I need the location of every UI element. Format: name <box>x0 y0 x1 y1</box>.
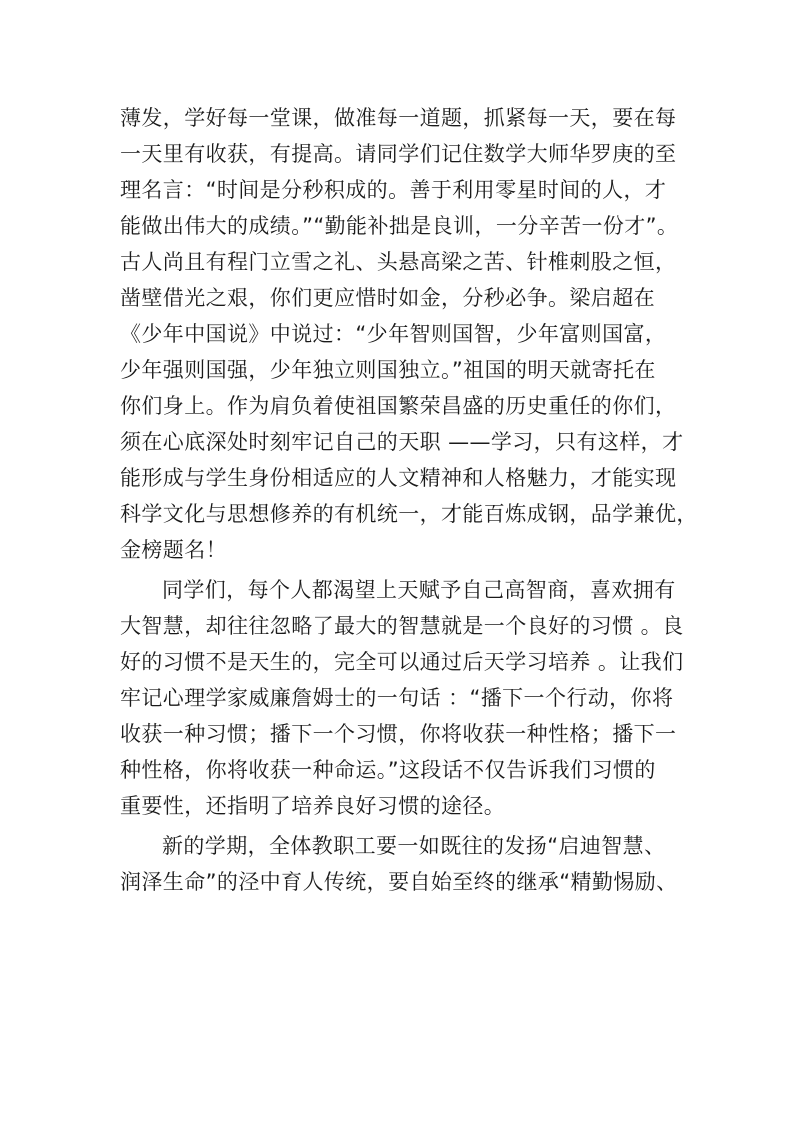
text-line: 新的学期，全体教职工要一如既往的发扬“启迪智慧、 <box>162 834 666 858</box>
text-line: 少年强则国强，少年独立则国独立。”祖国的明天就寄托在 <box>120 358 656 382</box>
text-line: 重要性，还指明了培养良好习惯的途径。 <box>120 794 506 818</box>
text-line: 你们身上。作为肩负着使祖国繁荣昌盛的历史重任的你们， <box>120 394 677 418</box>
text-line: 一天里有收获，有提高。请同学们记住数学大师华罗庚的至 <box>120 142 677 166</box>
text-line: 凿壁借光之艰，你们更应惜时如金，分秒必争。梁启超在 <box>120 286 655 310</box>
text-line: 金榜题名！ <box>120 538 227 562</box>
text-line: 种性格，你将收获一种命运。”这段话不仅告诉我们习惯的 <box>120 758 656 782</box>
text-line: 须在心底深处时刻牢记自己的天职 ——学习，只有这样，才 <box>120 430 684 454</box>
text-line: 润泽生命”的泾中育人传统，要自始至终的继承“精勤惕励、 <box>120 870 678 894</box>
text-line: 《少年中国说》中说过：“少年智则国智，少年富则国富， <box>120 322 667 346</box>
text-line: 好的习惯不是天生的，完全可以通过后天学习培养 。让我们 <box>120 650 684 674</box>
text-line: 收获一种习惯；播下一个习惯，你将收获一种性格；播下一 <box>120 722 677 746</box>
text-line: 能做出伟大的成绩。”“勤能补拙是良训，一分辛苦一份才”。 <box>120 214 679 238</box>
text-line: 薄发，学好每一堂课，做准每一道题，抓紧每一天，要在每 <box>120 106 677 130</box>
text-line: 科学文化与思想修养的有机统一，才能百炼成钢，品学兼优， <box>120 502 698 526</box>
text-line: 古人尚且有程门立雪之礼、头悬高梁之苦、针椎刺股之恒， <box>120 250 677 274</box>
text-line: 能形成与学生身份相适应的人文精神和人格魅力，才能实现 <box>120 466 677 490</box>
text-line: 牢记心理学家威廉詹姆士的一句话 ：“播下一个行动，你将 <box>120 686 674 710</box>
text-line: 大智慧，却往往忽略了最大的智慧就是一个良好的习惯 。良 <box>120 614 684 638</box>
text-line: 同学们，每个人都渴望上天赋予自己高智商，喜欢拥有 <box>162 578 676 602</box>
text-line: 理名言：“时间是分秒积成的。善于利用零星时间的人，才 <box>120 178 667 202</box>
